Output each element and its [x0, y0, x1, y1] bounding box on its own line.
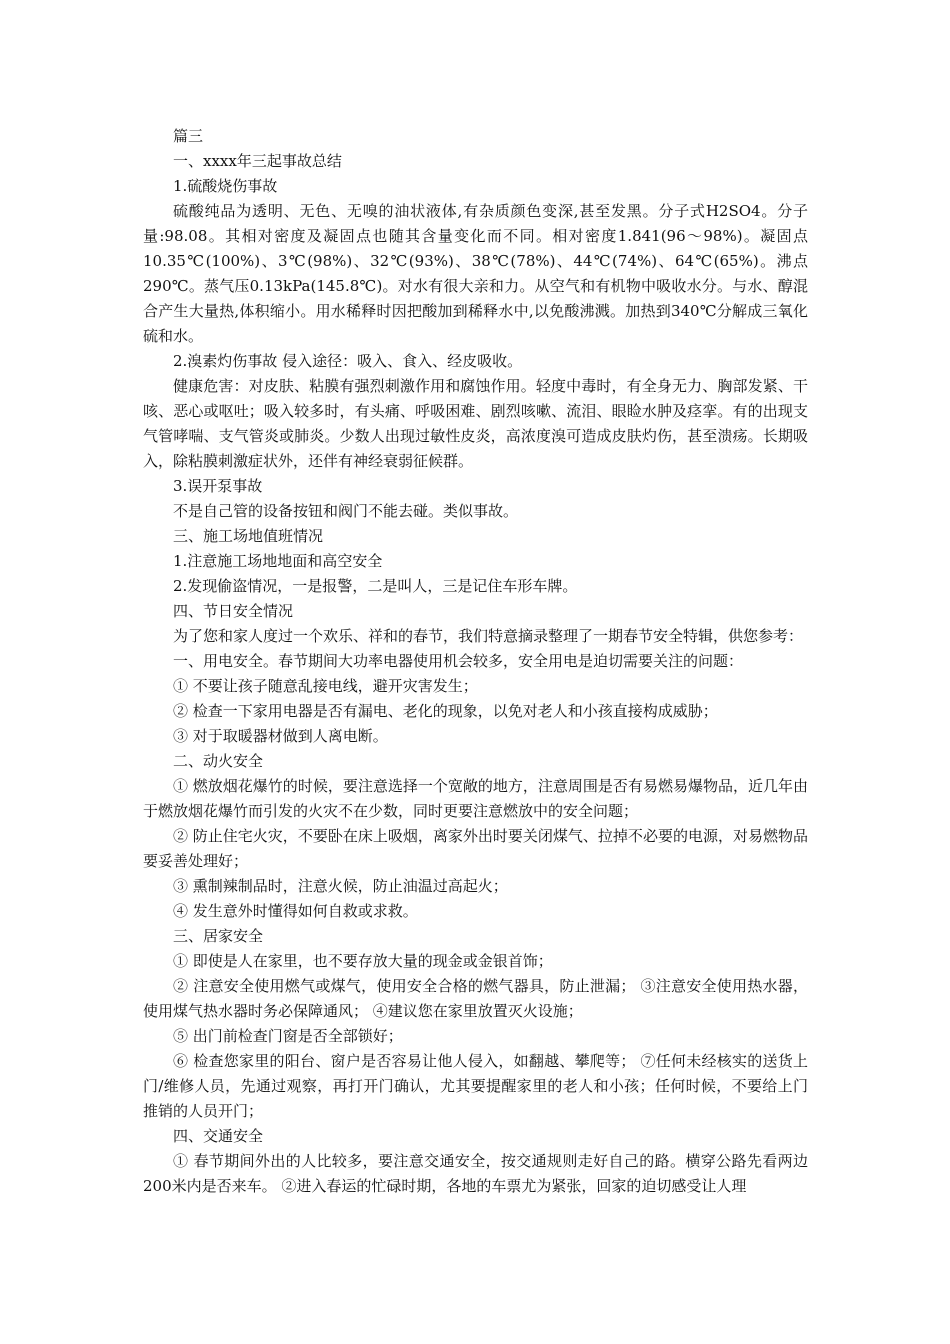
list-item: ⑥ 检查您家里的阳台、窗户是否容易让他人侵入，如翻越、攀爬等； ⑦任何未经核实的送货上门/维修人员，先通过观察，再打开门确认，尤其要提醒家里的老人和小孩；任何时候，不要给上门推销的人员开门；	[143, 1052, 808, 1120]
list-item: 2.发现偷盗情况，一是报警，二是叫人，三是记住车形车牌。	[173, 577, 578, 595]
paragraph-intro: 为了您和家人度过一个欢乐、祥和的春节，我们特意摘录整理了一期春节安全特辑，供您参考：	[173, 627, 804, 645]
heading-traffic-safety: 四、交通安全	[173, 1127, 264, 1145]
paragraph-health-hazard: 健康危害：对皮肤、粘膜有强烈刺激作用和腐蚀作用。轻度中毒时，有全身无力、胸部发紧、干咳、恶心或呕吐；吸入较多时，有头痛、呼吸困难、剧烈咳嗽、流泪、眼睑水肿及痉挛。有的出现支气管哮喘、支气管炎或肺炎。少数人出现过敏性皮炎，高浓度溴可造成皮肤灼伤，甚至溃疡。长期吸入，除粘膜刺激症状外，还伴有神经衰弱征候群。	[143, 377, 808, 470]
list-item: ① 燃放烟花爆竹的时候，要注意选择一个宽敞的地方，注意周围是否有易燃易爆物品，近几年由于燃放烟花爆竹而引发的火灾不在少数，同时更要注意燃放中的安全问题；	[143, 777, 808, 820]
paragraph-pump: 不是自己管的设备按钮和阀门不能去碰。类似事故。	[173, 502, 519, 520]
list-item: ③ 熏制辣制品时，注意火候，防止油温过高起火；	[173, 877, 508, 895]
subheading-pump: 3.误开泵事故	[173, 477, 263, 495]
list-item: ② 检查一下家用电器是否有漏电、老化的现象，以免对老人和小孩直接构成威胁；	[173, 702, 718, 720]
heading-fire-safety: 二、动火安全	[173, 752, 264, 770]
list-item: ② 防止住宅火灾，不要卧在床上吸烟，离家外出时要关闭煤气、拉掉不必要的电源，对易燃物品要妥善处理好；	[143, 827, 808, 870]
heading-home-safety: 三、居家安全	[173, 927, 264, 945]
list-item: ④ 发生意外时懂得如何自救或求救。	[173, 902, 418, 920]
heading-accident-summary: 一、xxxx年三起事故总结	[173, 152, 342, 170]
heading-holiday-safety: 四、节日安全情况	[173, 602, 294, 620]
section-label: 篇三	[173, 127, 204, 145]
document-body	[143, 124, 808, 1199]
list-item: ① 春节期间外出的人比较多，要注意交通安全，按交通规则走好自己的路。横穿公路先看两边200米内是否来车。 ②进入春运的忙碌时期，各地的车票尤为紧张，回家的迫切感受让人理	[143, 1152, 808, 1195]
list-item: ① 不要让孩子随意乱接电线，避开灾害发生；	[173, 677, 478, 695]
subheading-sulfuric-acid: 1.硫酸烧伤事故	[173, 177, 278, 195]
list-item: 1.注意施工场地地面和高空安全	[173, 552, 383, 570]
heading-electric-safety: 一、用电安全。春节期间大功率电器使用机会较多，安全用电是迫切需要关注的问题：	[173, 652, 744, 670]
list-item: ⑤ 出门前检查门窗是否全部锁好；	[173, 1027, 403, 1045]
list-item: ① 即使是人在家里，也不要存放大量的现金或金银首饰；	[173, 952, 553, 970]
heading-construction-duty: 三、施工场地值班情况	[173, 527, 324, 545]
list-item: ② 注意安全使用燃气或煤气，使用安全合格的燃气器具，防止泄漏； ③注意安全使用热水器，使用煤气热水器时务必保障通风； ④建议您在家里放置灭火设施；	[143, 977, 808, 1020]
list-item: ③ 对于取暖器材做到人离电断。	[173, 727, 388, 745]
subheading-bromine: 2.溴素灼伤事故 侵入途径：吸入、食入、经皮吸收。	[173, 352, 523, 370]
paragraph-sulfuric-acid: 硫酸纯品为透明、无色、无嗅的油状液体,有杂质颜色变深,甚至发黑。分子式H2SO4。分子量:98.08。其相对密度及凝固点也随其含量变化而不同。相对密度1.841(96～98%)。凝固点10.35℃(100%)、3℃(98%)、32℃(93%)、38℃(78%)、44℃(74%)、64℃(65%)。沸点290℃。蒸气压0.13kPa(145.8℃)。对水有很大亲和力。从空气和有机物中吸收水分。与水、醇混合产生大量热,体积缩小。用水稀释时因把酸加到稀释水中,以免酸沸溅。加热到340℃分解成三氧化硫和水。	[143, 202, 808, 345]
